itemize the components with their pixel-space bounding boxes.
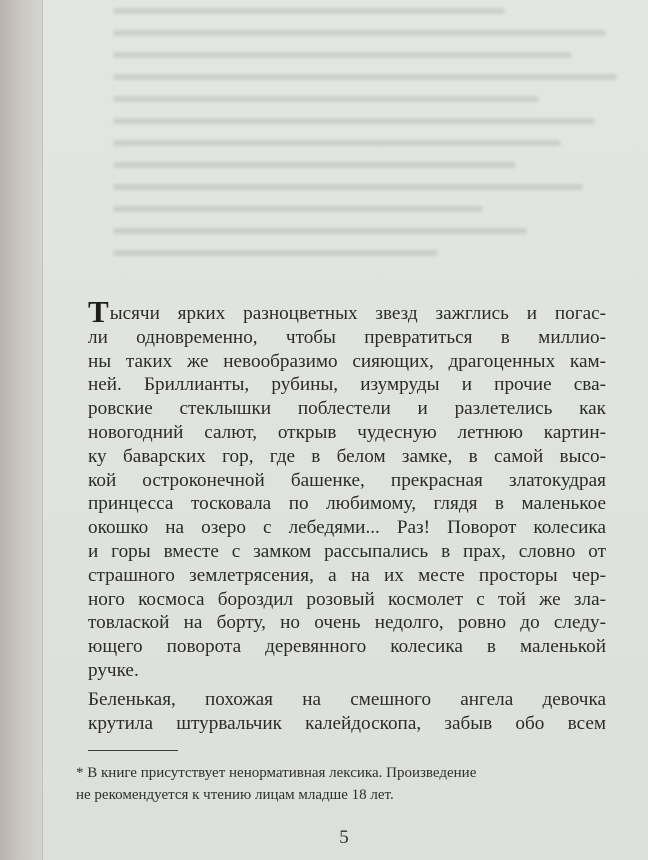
text-line: ней. Бриллианты, рубины, изумруды и прочие сва- bbox=[88, 374, 606, 396]
page-number: 5 bbox=[339, 827, 349, 848]
footnote-line: * В книге присутствует ненормативная лексика. Произведение bbox=[76, 765, 477, 781]
text-line: ручке. bbox=[88, 659, 139, 681]
text-line: новогодний салют, открыв чудесную летнюю картин- bbox=[88, 421, 606, 443]
paragraph-2 bbox=[88, 688, 606, 736]
footnote-line: не рекомендуется к чтению лицам младше 18 лет. bbox=[76, 787, 394, 803]
text-line: окошко на озеро с лебедями... Раз! Поворот колесика bbox=[88, 517, 606, 539]
text-line: кой остроконечной башенке, прекрасная златокудрая bbox=[88, 469, 606, 491]
text-line: ровские стеклышки поблестели и разлетелись как bbox=[88, 398, 606, 420]
drop-cap: Т bbox=[88, 294, 109, 329]
text-line: ного космоса бороздил розовый космолет с той же зла- bbox=[88, 588, 606, 610]
text-line: и горы вместе с замком рассыпались в прах, словно от bbox=[88, 540, 606, 562]
text-line-content: ысячи ярких разноцветных звезд зажглись и погас- bbox=[109, 303, 606, 324]
text-line: ны таких же невообразимо сияющих, драгоценных кам- bbox=[88, 350, 606, 372]
text-line: Беленькая, похожая на смешного ангела девочка bbox=[88, 688, 606, 710]
show-through-text bbox=[113, 8, 648, 308]
text-line: ющего поворота деревянного колесика в маленькой bbox=[88, 636, 606, 658]
footnote-rule bbox=[88, 750, 178, 751]
text-line: ку баварских гор, где в белом замке, в самой высо- bbox=[88, 445, 606, 467]
text-line: принцесса тосковала по любимому, глядя в маленькое bbox=[88, 493, 606, 515]
text-line: страшного землетрясения, а на их месте просторы чер- bbox=[88, 564, 606, 586]
main-text bbox=[88, 294, 606, 735]
text-line: крутила штурвальчик калейдоскопа, забыв обо всем bbox=[88, 712, 606, 734]
paragraph-1 bbox=[88, 294, 606, 683]
text-line: товлаской на борту, но очень недолго, ровно до следу- bbox=[88, 612, 606, 634]
footnote bbox=[76, 762, 616, 806]
text-line: ли одновременно, чтобы превратиться в миллио- bbox=[88, 326, 606, 348]
text-line bbox=[88, 294, 606, 329]
